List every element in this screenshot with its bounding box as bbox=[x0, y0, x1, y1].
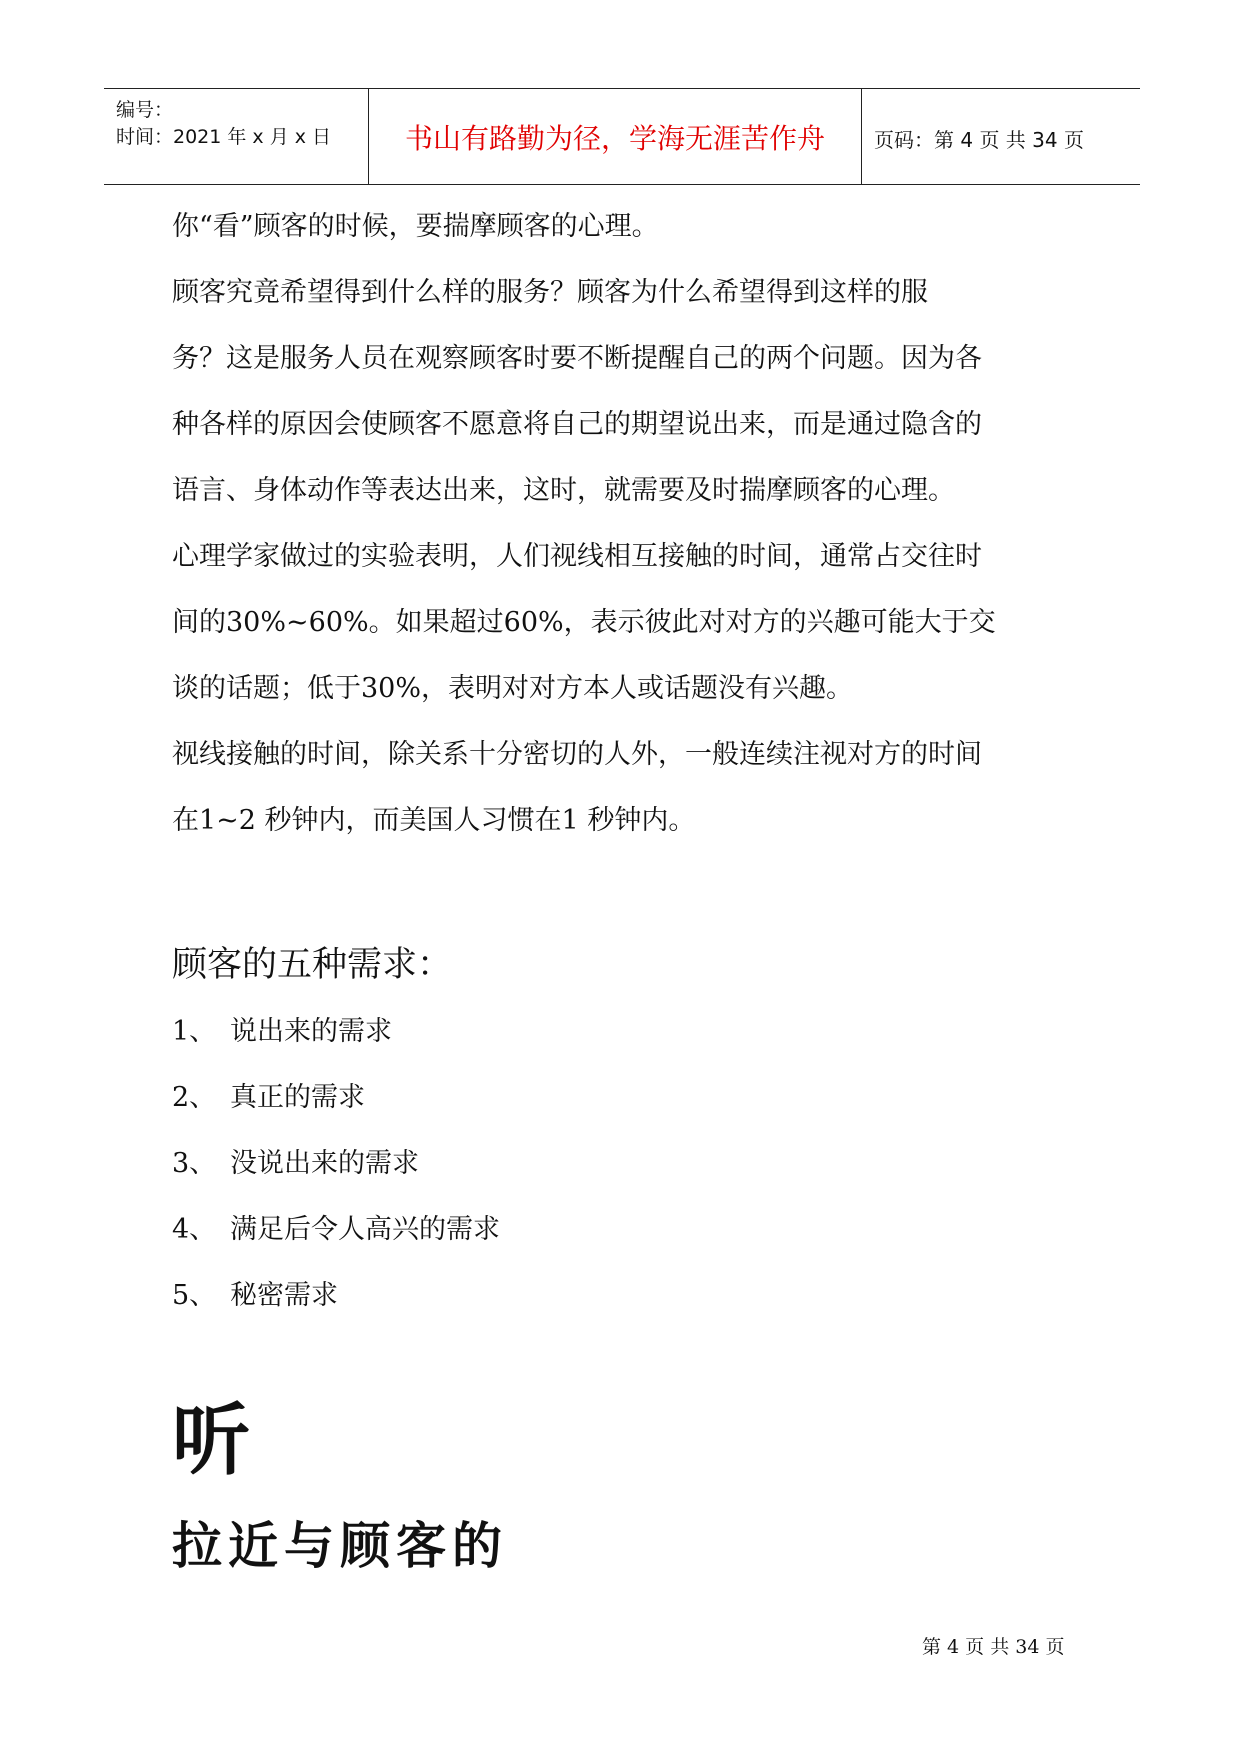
page-header bbox=[104, 88, 1140, 185]
big-heading: 听 bbox=[172, 1396, 251, 1486]
list-item bbox=[172, 999, 500, 1065]
list-item bbox=[172, 1131, 500, 1197]
list-item-text: 没说出来的需求 bbox=[230, 1148, 419, 1179]
list-item-text: 真正的需求 bbox=[230, 1082, 365, 1113]
paragraph: 顾客究竟希望得到什么样的服务？顾客为什么希望得到这样的服 bbox=[172, 277, 928, 308]
list-item-text: 说出来的需求 bbox=[230, 1016, 392, 1047]
page-label: 页码：第 4 页 共 34 页 bbox=[874, 128, 1084, 152]
paragraph: 心理学家做过的实验表明，人们视线相互接触的时间，通常占交往时 bbox=[172, 541, 982, 572]
paragraph: 在1~2 秒钟内，而美国人习惯在1 秒钟内。 bbox=[172, 805, 696, 836]
list-item-number: 1、 bbox=[172, 1016, 217, 1047]
body-text bbox=[172, 194, 1072, 854]
list-item-number: 3、 bbox=[172, 1148, 217, 1179]
header-page-cell bbox=[862, 89, 1140, 184]
list-item-number: 4、 bbox=[172, 1214, 217, 1245]
time-label: 时间：2021 年 x 月 x 日 bbox=[116, 126, 332, 148]
list-item-number: 5、 bbox=[172, 1280, 217, 1311]
page-footer: 第 4 页 共 34 页 bbox=[922, 1636, 1065, 1658]
list-item bbox=[172, 1197, 500, 1263]
header-motto-cell bbox=[369, 89, 862, 184]
needs-list bbox=[172, 999, 500, 1329]
paragraph: 间的30%~60%。如果超过60%，表示彼此对对方的兴趣可能大于交 bbox=[172, 607, 996, 638]
list-item-number: 2、 bbox=[172, 1082, 217, 1113]
list-item bbox=[172, 1263, 500, 1329]
paragraph: 你“看”顾客的时候，要揣摩顾客的心理。 bbox=[172, 211, 659, 242]
list-item-text: 秘密需求 bbox=[230, 1280, 338, 1311]
paragraph: 谈的话题；低于30%，表明对对方本人或话题没有兴趣。 bbox=[172, 673, 854, 704]
paragraph: 务？这是服务人员在观察顾客时要不断提醒自己的两个问题。因为各 bbox=[172, 343, 982, 374]
header-info-cell bbox=[104, 89, 369, 184]
motto: 书山有路勤为径，学海无涯苦作舟 bbox=[404, 122, 825, 155]
serial-label: 编号： bbox=[116, 99, 174, 121]
list-item bbox=[172, 1065, 500, 1131]
paragraph: 视线接触的时间，除关系十分密切的人外，一般连续注视对方的时间 bbox=[172, 739, 982, 770]
paragraph: 语言、身体动作等表达出来，这时，就需要及时揣摩顾客的心理。 bbox=[172, 475, 955, 506]
big-subheading: 拉近与顾客的 bbox=[172, 1517, 508, 1575]
list-item-text: 满足后令人高兴的需求 bbox=[230, 1214, 500, 1245]
paragraph: 种各样的原因会使顾客不愿意将自己的期望说出来，而是通过隐含的 bbox=[172, 409, 982, 440]
section-title: 顾客的五种需求： bbox=[172, 945, 453, 985]
